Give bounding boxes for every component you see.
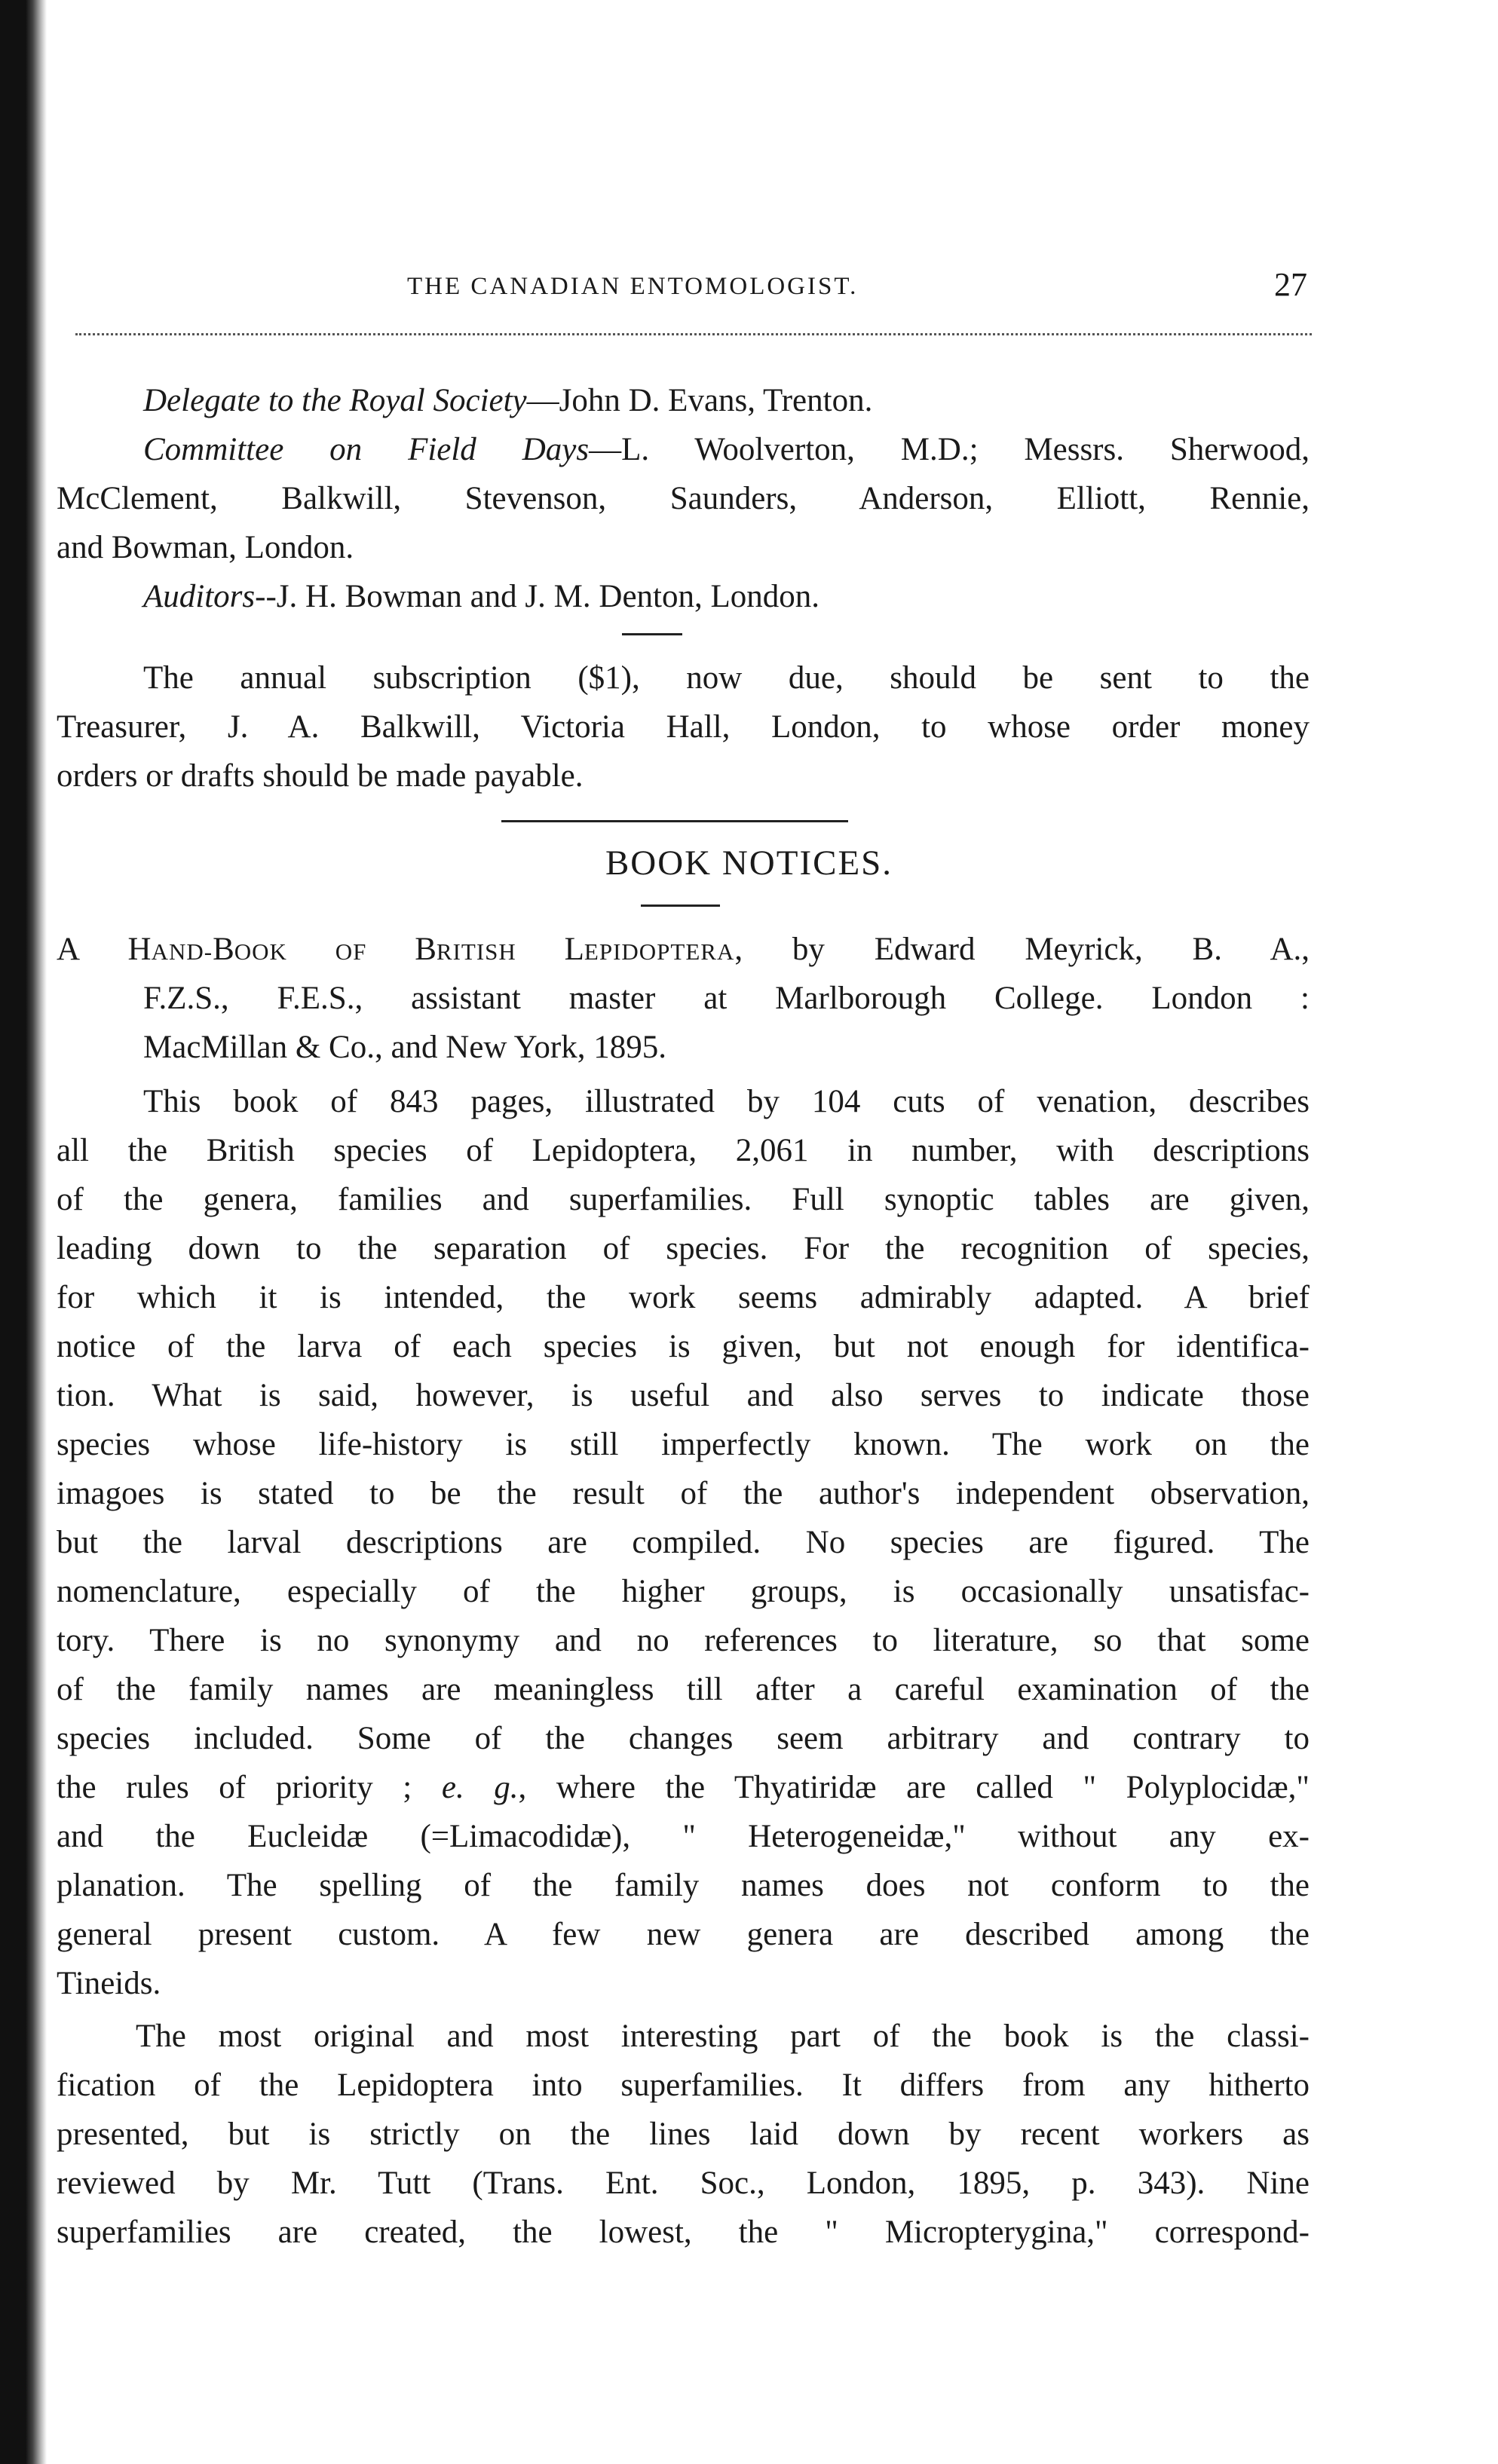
officer-label: Committee on Field Days [143,432,590,467]
officer-text: —John D. Evans, Trenton. [526,383,873,418]
officer-line-delegate [143,384,872,417]
citation-line: MacMillan & Co., and New York, 1895. [143,1030,666,1065]
paragraph-line: fication of the Lepidoptera into superfamilies. It differs from any hitherto [57,2068,1310,2103]
short-rule [622,633,682,635]
paragraph-line: for which it is intended, the work seems admirably adapted. A brief [57,1280,1310,1315]
subscription-line: orders or drafts should be made payable. [57,758,584,794]
subscription-line: The annual subscription ($1), now due, should be sent to the [143,660,1310,696]
paragraph-line: general present custom. A few new genera are described among the [57,1917,1310,1952]
paragraph-line: This book of 843 pages, illustrated by 104 cuts of venation, describes [143,1084,1310,1119]
paragraph-line: of the genera, families and superfamilies. Full synoptic tables are given, [57,1182,1310,1217]
officer-line-auditors [143,580,819,613]
running-head: THE CANADIAN ENTOMOLOGIST. [407,273,859,300]
short-rule [641,904,720,907]
paragraph-line: notice of the larva of each species is given, but not enough for identifica- [57,1329,1310,1364]
page-number: 27 [1274,266,1307,303]
paragraph-line: nomenclature, especially of the higher groups, is occasionally unsatisfac- [57,1574,1310,1609]
paragraph-line: tion. What is said, however, is useful and also serves to indicate those [57,1378,1310,1413]
book-title: HAND-BOOK OF BRITISH LEPIDOPTERA [127,932,735,967]
paragraph-line: species whose life-history is still imperfectly known. The work on the [57,1427,1310,1462]
paragraph-line: and the Eucleidæ (=Limacodidæ), " Heterogeneidæ," without any ex- [57,1819,1310,1854]
paragraph-line: leading down to the separation of species. For the recognition of species, [57,1231,1310,1266]
officer-label: Delegate to the Royal Society [143,383,527,418]
officer-line-committee [143,433,1310,466]
officer-text: --J. H. Bowman and J. M. Denton, London. [255,579,819,614]
officer-line-committee-cont [57,482,1310,515]
citation-line: A HAND-BOOK OF BRITISH LEPIDOPTERA, by Edward Meyrick, B. A., [57,932,1310,967]
paragraph-line: Tineids. [57,1966,161,2001]
paragraph-line: of the family names are meaningless till after a careful examination of the [57,1672,1310,1707]
paragraph-line: superfamilies are created, the lowest, the " Micropterygina," correspond- [57,2215,1310,2250]
paragraph-line: planation. The spelling of the family names does not conform to the [57,1868,1310,1903]
officer-text: —L. Woolverton, M.D.; Messrs. Sherwood, [589,432,1310,467]
officer-line-committee-end [57,531,354,564]
section-rule [501,820,848,822]
paragraph-line: presented, but is strictly on the lines laid down by recent workers as [57,2117,1310,2152]
citation-line: F.Z.S., F.E.S., assistant master at Marlborough College. London : [143,981,1310,1016]
paragraph-line: The most original and most interesting part of the book is the classi- [136,2019,1310,2054]
section-title: BOOK NOTICES. [605,843,893,883]
header-rule [75,333,1312,335]
paragraph-line: all the British species of Lepidoptera, 2,061 in number, with descriptions [57,1133,1310,1168]
paragraph-line: the rules of priority ; e. g., where the Thyatiridæ are called " Polyplocidæ," [57,1770,1310,1805]
paragraph-line: reviewed by Mr. Tutt (Trans. Ent. Soc., London, 1895, p. 343). Nine [57,2166,1310,2201]
abbreviation-eg: e. g. [441,1770,519,1805]
officer-label: Auditors [143,579,256,614]
paragraph-line: but the larval descriptions are compiled. No species are figured. The [57,1525,1310,1560]
subscription-line: Treasurer, J. A. Balkwill, Victoria Hall, London, to whose order money [57,709,1310,745]
officer-text: and Bowman, London. [57,530,354,565]
paragraph-line: imagoes is stated to be the result of the author's independent observation, [57,1476,1310,1511]
paragraph-line: tory. There is no synonymy and no references to literature, so that some [57,1623,1310,1658]
officer-text: McClement, Balkwill, Stevenson, Saunders, Anderson, Elliott, Rennie, [57,481,1310,516]
paragraph-line: species included. Some of the changes seem arbitrary and contrary to [57,1721,1310,1756]
